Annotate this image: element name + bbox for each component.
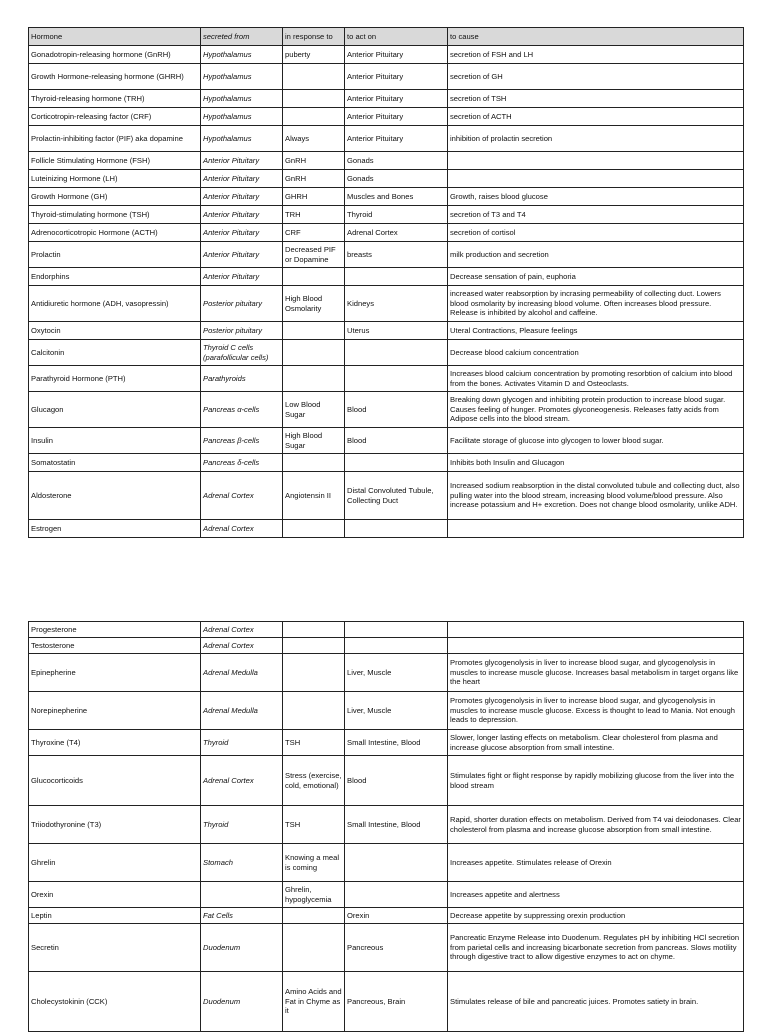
secreted-from-cell: Thyroid [201,806,283,844]
in-response-to-cell [283,654,345,692]
in-response-to-cell [283,692,345,730]
table-row [29,520,744,538]
table-row [29,692,744,730]
effect-cell: Stimulates release of bile and pancreatic juices. Promotes satiety in brain. [448,972,744,1032]
table-row [29,46,744,64]
in-response-to-cell: TSH [283,806,345,844]
acts-on-cell: Adrenal Cortex [345,224,448,242]
effect-cell: secretion of cortisol [448,224,744,242]
hormone-name-cell: Somatostatin [29,454,201,472]
effect-cell: Inhibits both Insulin and Glucagon [448,454,744,472]
table-row [29,924,744,972]
hormone-name-cell: Ghrelin [29,844,201,882]
acts-on-cell: Gonads [345,152,448,170]
in-response-to-cell: TRH [283,206,345,224]
acts-on-cell: Blood [345,428,448,454]
table-row [29,756,744,806]
acts-on-cell: Gonads [345,170,448,188]
secreted-from-cell: Posterior pituitary [201,322,283,340]
in-response-to-cell [283,908,345,924]
table-row [29,392,744,428]
acts-on-cell: Anterior Pituitary [345,108,448,126]
secreted-from-cell: Adrenal Cortex [201,472,283,520]
acts-on-cell: Small Intestine, Blood [345,806,448,844]
header-to-cause: to cause [448,28,744,46]
secreted-from-cell: Adrenal Cortex [201,622,283,638]
in-response-to-cell [283,924,345,972]
acts-on-cell: Blood [345,392,448,428]
effect-cell: Breaking down glycogen and inhibiting protein production to increase blood sugar. Causes feeling of hunger. Promotes glyconeogenesis. Releases fatty acids from Adipose cells into the blood stream. [448,392,744,428]
hormone-name-cell: Epinepherine [29,654,201,692]
in-response-to-cell: GnRH [283,152,345,170]
in-response-to-cell: puberty [283,46,345,64]
acts-on-cell: Distal Convoluted Tubule, Collecting Duct [345,472,448,520]
hormone-name-cell: Parathyroid Hormone (PTH) [29,366,201,392]
effect-cell: Decrease blood calcium concentration [448,340,744,366]
hormone-table-part-1 [28,27,743,538]
effect-cell: Growth, raises blood glucose [448,188,744,206]
secreted-from-cell: Adrenal Medulla [201,654,283,692]
acts-on-cell: Anterior Pituitary [345,46,448,64]
table-row [29,454,744,472]
secreted-from-cell: Posterior pituitary [201,286,283,322]
hormone-name-cell: Antidiuretic hormone (ADH, vasopressin) [29,286,201,322]
in-response-to-cell: Always [283,126,345,152]
effect-cell: Stimulates fight or flight response by rapidly mobilizing glucose from the liver into the blood stream [448,756,744,806]
acts-on-cell [345,638,448,654]
in-response-to-cell [283,622,345,638]
secreted-from-cell: Hypothalamus [201,90,283,108]
secreted-from-cell: Hypothalamus [201,108,283,126]
acts-on-cell: Uterus [345,322,448,340]
acts-on-cell: Liver, Muscle [345,692,448,730]
header-in-response-to: in response to [283,28,345,46]
table-row [29,126,744,152]
in-response-to-cell: CRF [283,224,345,242]
effect-cell: Decrease sensation of pain, euphoria [448,268,744,286]
acts-on-cell: Small Intestine, Blood [345,730,448,756]
secreted-from-cell: Anterior Pituitary [201,188,283,206]
acts-on-cell: Blood [345,756,448,806]
hormone-name-cell: Prolactin-inhibiting factor (PIF) aka dopamine [29,126,201,152]
table-row [29,268,744,286]
acts-on-cell: Anterior Pituitary [345,126,448,152]
secreted-from-cell: Anterior Pituitary [201,206,283,224]
in-response-to-cell [283,520,345,538]
acts-on-cell [345,454,448,472]
secreted-from-cell: Hypothalamus [201,46,283,64]
table-row [29,972,744,1032]
acts-on-cell [345,882,448,908]
effect-cell: secretion of ACTH [448,108,744,126]
hormone-name-cell: Glucagon [29,392,201,428]
effect-cell [448,520,744,538]
acts-on-cell: Anterior Pituitary [345,64,448,90]
table-row [29,472,744,520]
header-hormone: Hormone [29,28,201,46]
in-response-to-cell [283,64,345,90]
secreted-from-cell: Anterior Pituitary [201,170,283,188]
table-row [29,638,744,654]
table-row [29,322,744,340]
acts-on-cell: Liver, Muscle [345,654,448,692]
secreted-from-cell: Duodenum [201,924,283,972]
hormone-table-continued [28,621,744,1032]
hormone-name-cell: Progesterone [29,622,201,638]
table-row [29,90,744,108]
table-row [29,224,744,242]
table-row [29,206,744,224]
secreted-from-cell: Adrenal Cortex [201,638,283,654]
table-row [29,908,744,924]
acts-on-cell [345,340,448,366]
in-response-to-cell: High Blood Sugar [283,428,345,454]
hormone-name-cell: Follicle Stimulating Hormone (FSH) [29,152,201,170]
table-row [29,152,744,170]
in-response-to-cell: Stress (exercise, cold, emotional) [283,756,345,806]
effect-cell: increased water reabsorption by incrasing permeability of collecting duct. Lowers blood osmolarity by increasing blood volume. Often increases blood pressure. Release is inhibited by alcohol and caffeine. [448,286,744,322]
effect-cell: Decrease appetite by suppressing orexin production [448,908,744,924]
secreted-from-cell: Thyroid C cells (parafollicular cells) [201,340,283,366]
secreted-from-cell: Thyroid [201,730,283,756]
secreted-from-cell [201,882,283,908]
secreted-from-cell: Anterior Pituitary [201,224,283,242]
hormone-name-cell: Leptin [29,908,201,924]
hormone-name-cell: Corticotropin-releasing factor (CRF) [29,108,201,126]
effect-cell: Rapid, shorter duration effects on metabolism. Derived from T4 vai deiodonases. Clear cholesterol from plasma and increase glucose absorption from small intestine. [448,806,744,844]
acts-on-cell [345,366,448,392]
acts-on-cell [345,268,448,286]
acts-on-cell: breasts [345,242,448,268]
acts-on-cell [345,844,448,882]
effect-cell: inhibition of prolactin secretion [448,126,744,152]
secreted-from-cell: Hypothalamus [201,64,283,90]
secreted-from-cell: Anterior Pituitary [201,242,283,268]
hormone-name-cell: Testosterone [29,638,201,654]
acts-on-cell: Pancreous [345,924,448,972]
effect-cell: Pancreatic Enzyme Release into Duodenum. Regulates pH by inhibiting HCl secretion from parietal cells and increasing bicarbonate secretion from pancreas. Slows motility through digestive tract to allow digestive enzymes to act on chyme. [448,924,744,972]
hormone-name-cell: Glucocorticoids [29,756,201,806]
header-secreted-from: secreted from [201,28,283,46]
hormone-name-cell: Growth Hormone-releasing hormone (GHRH) [29,64,201,90]
effect-cell: milk production and secretion [448,242,744,268]
effect-cell: Promotes glycogenolysis in liver to increase blood sugar, and glycogenolysis in muscles to increase muscle glucose. Excess is thought to lead to Mania. Not enough leads to depression. [448,692,744,730]
secreted-from-cell: Anterior Pituitary [201,152,283,170]
acts-on-cell: Anterior Pituitary [345,90,448,108]
acts-on-cell: Thyroid [345,206,448,224]
effect-cell: secretion of GH [448,64,744,90]
effect-cell: Promotes glycogenolysis in liver to increase blood sugar, and glycogenolysis in muscles to increase muscle glucose. Increases basal metabolism in target organs like the heart [448,654,744,692]
hormone-name-cell: Insulin [29,428,201,454]
table-row [29,286,744,322]
in-response-to-cell: Angiotensin II [283,472,345,520]
hormone-name-cell: Cholecystokinin (CCK) [29,972,201,1032]
in-response-to-cell: Knowing a meal is coming [283,844,345,882]
in-response-to-cell [283,638,345,654]
secreted-from-cell: Hypothalamus [201,126,283,152]
in-response-to-cell: Decreased PIF or Dopamine [283,242,345,268]
secreted-from-cell: Duodenum [201,972,283,1032]
table-row [29,882,744,908]
hormone-table [28,27,744,538]
table-row [29,242,744,268]
in-response-to-cell: GnRH [283,170,345,188]
hormone-name-cell: Prolactin [29,242,201,268]
in-response-to-cell [283,90,345,108]
hormone-name-cell: Thyroid-releasing hormone (TRH) [29,90,201,108]
acts-on-cell: Muscles and Bones [345,188,448,206]
secreted-from-cell: Anterior Pituitary [201,268,283,286]
in-response-to-cell [283,366,345,392]
secreted-from-cell: Adrenal Medulla [201,692,283,730]
secreted-from-cell: Adrenal Cortex [201,756,283,806]
hormone-name-cell: Oxytocin [29,322,201,340]
hormone-name-cell: Growth Hormone (GH) [29,188,201,206]
table-row [29,188,744,206]
hormone-name-cell: Gonadotropin-releasing hormone (GnRH) [29,46,201,64]
hormone-name-cell: Thyroxine (T4) [29,730,201,756]
hormone-name-cell: Aldosterone [29,472,201,520]
table-row [29,108,744,126]
in-response-to-cell [283,108,345,126]
effect-cell: secretion of FSH and LH [448,46,744,64]
hormone-name-cell: Adrenocorticotropic Hormone (ACTH) [29,224,201,242]
hormone-name-cell: Orexin [29,882,201,908]
effect-cell [448,638,744,654]
hormone-name-cell: Thyroid-stimulating hormone (TSH) [29,206,201,224]
in-response-to-cell: Ghrelin, hypoglycemia [283,882,345,908]
in-response-to-cell [283,268,345,286]
hormone-name-cell: Secretin [29,924,201,972]
hormone-name-cell: Endorphins [29,268,201,286]
table-row [29,366,744,392]
effect-cell: Increases appetite. Stimulates release of Orexin [448,844,744,882]
in-response-to-cell: GHRH [283,188,345,206]
secreted-from-cell: Fat Cells [201,908,283,924]
hormone-name-cell: Triiodothyronine (T3) [29,806,201,844]
table-row [29,654,744,692]
acts-on-cell [345,520,448,538]
effect-cell: secretion of T3 and T4 [448,206,744,224]
effect-cell: Increased sodium reabsorption in the distal convoluted tubule and collecting duct, also pulling water into the blood stream, increasing blood volume/blood pressure. Also increase potassium and H+ excretion. Does not change blood osmolarity, unlike ADH. [448,472,744,520]
table-row [29,730,744,756]
effect-cell [448,170,744,188]
acts-on-cell [345,622,448,638]
table-row [29,64,744,90]
effect-cell: Increases appetite and alertness [448,882,744,908]
effect-cell [448,152,744,170]
secreted-from-cell: Pancreas δ-cells [201,454,283,472]
in-response-to-cell [283,340,345,366]
table-row [29,340,744,366]
in-response-to-cell: Low Blood Sugar [283,392,345,428]
in-response-to-cell: Amino Acids and Fat in Chyme as it [283,972,345,1032]
secreted-from-cell: Parathyroids [201,366,283,392]
table-row [29,428,744,454]
effect-cell: Slower, longer lasting effects on metabolism. Clear cholesterol from plasma and increase glucose absorption from small intestine. [448,730,744,756]
secreted-from-cell: Pancreas β-cells [201,428,283,454]
hormone-name-cell: Norepinepherine [29,692,201,730]
hormone-name-cell: Luteinizing Hormone (LH) [29,170,201,188]
table-header-row [29,28,744,46]
effect-cell [448,622,744,638]
hormone-name-cell: Estrogen [29,520,201,538]
effect-cell: Increases blood calcium concentration by promoting resorbtion of calcium into blood from the bones. Activates Vitamin D and Osteoclasts. [448,366,744,392]
in-response-to-cell [283,454,345,472]
table-row [29,844,744,882]
effect-cell: Uteral Contractions, Pleasure feelings [448,322,744,340]
secreted-from-cell: Pancreas α-cells [201,392,283,428]
hormone-name-cell: Calcitonin [29,340,201,366]
secreted-from-cell: Adrenal Cortex [201,520,283,538]
hormone-table-part-2 [28,621,743,1032]
acts-on-cell: Orexin [345,908,448,924]
header-to-act-on: to act on [345,28,448,46]
acts-on-cell: Kidneys [345,286,448,322]
in-response-to-cell [283,322,345,340]
table-row [29,806,744,844]
effect-cell: secretion of TSH [448,90,744,108]
table-row [29,170,744,188]
secreted-from-cell: Stomach [201,844,283,882]
effect-cell: Facilitate storage of glucose into glycogen to lower blood sugar. [448,428,744,454]
in-response-to-cell: High Blood Osmolarity [283,286,345,322]
in-response-to-cell: TSH [283,730,345,756]
table-row [29,622,744,638]
acts-on-cell: Pancreous, Brain [345,972,448,1032]
